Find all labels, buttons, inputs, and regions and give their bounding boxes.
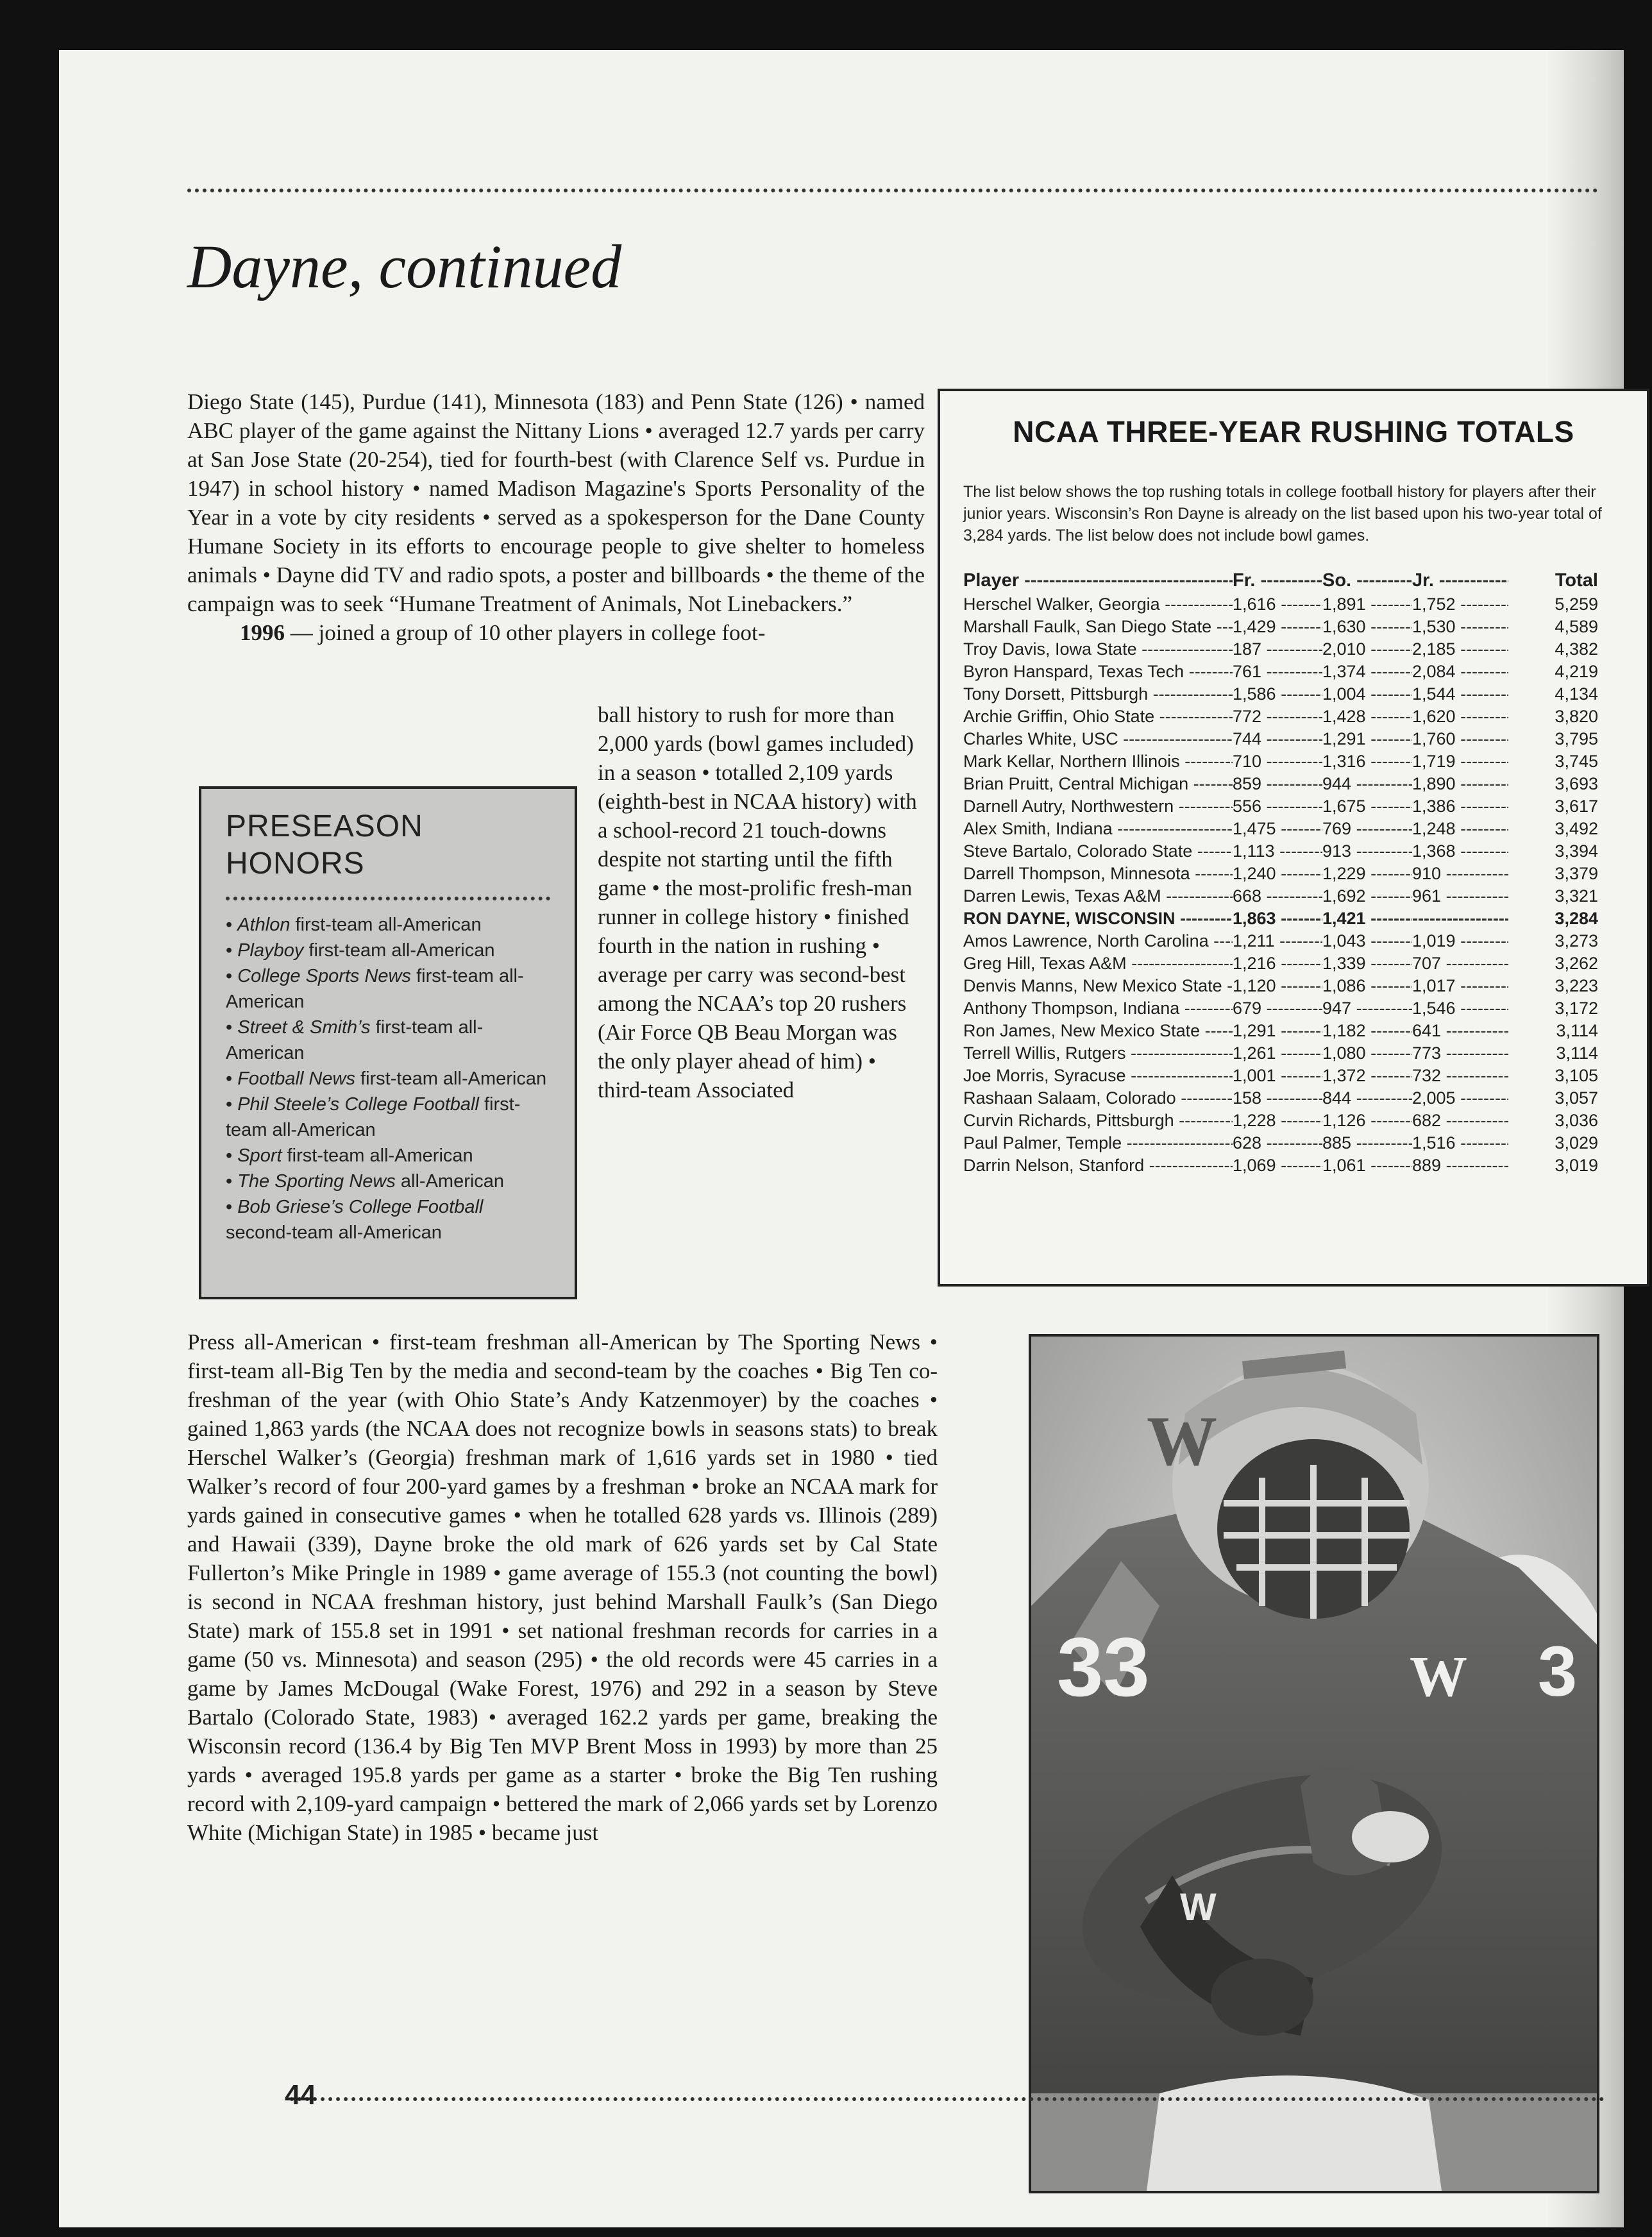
preseason-honors-box [199,786,577,1299]
ncaa-cell: Curvin Richards, Pittsburgh ----- [963,1110,1233,1132]
ncaa-cell: 3,057 [1555,1088,1598,1108]
ncaa-table-row [963,593,1624,616]
ncaa-cell: Darrin Nelson, Stanford ----- [963,1154,1233,1177]
ncaa-cell: 5,259 [1555,595,1598,614]
ncaa-cell: 3,284 [1555,909,1598,928]
honors-title: PRESEASON HONORS [226,809,423,881]
ncaa-table-row [963,1065,1624,1087]
ncaa-cell: Rashaan Salaam, Colorado ----- [963,1087,1233,1110]
ncaa-title: NCAA THREE-YEAR RUSHING TOTALS [1013,415,1574,448]
ncaa-table-row [963,616,1624,638]
ncaa-cell: 4,382 [1555,639,1598,659]
ncaa-cell: 1,372 ----- [1322,1065,1412,1087]
honors-item [226,912,550,938]
honors-item [226,1066,550,1092]
ncaa-table-row [963,705,1624,728]
ncaa-cell: 1,586 ----- [1233,683,1322,705]
honors-publication: Bob Griese’s College Football [237,1197,484,1217]
ncaa-cell: 1,891 ----- [1322,593,1412,616]
ncaa-cell [1412,907,1508,930]
ncaa-cell: 1,182 ----- [1322,1020,1412,1042]
ncaa-cell: 1,368 ----- [1412,840,1508,863]
ncaa-cell: 3,820 [1555,707,1598,726]
ncaa-cell: Denvis Manns, New Mexico State ----- [963,975,1233,997]
ncaa-table-row [963,818,1624,840]
ncaa-cell: 1,630 ----- [1322,616,1412,638]
ncaa-table-row [963,863,1624,885]
ncaa-cell: 1,863 ----- [1233,907,1322,930]
body-bottom-column [187,1328,938,1847]
honors-list [226,912,550,1245]
ncaa-cell: Greg Hill, Texas A&M ----- [963,952,1233,975]
ncaa-cell: 1,120 ----- [1233,975,1322,997]
ncaa-table-row [963,1020,1624,1042]
ncaa-cell: 1,248 ----- [1412,818,1508,840]
top-dotted-rule [187,189,1598,192]
ncaa-cell: Mark Kellar, Northern Illinois ----- [963,750,1233,773]
ncaa-cell: 1,316 ----- [1322,750,1412,773]
ncaa-cell: 1,516 ----- [1412,1132,1508,1154]
ncaa-cell: 3,105 [1555,1066,1598,1085]
honors-text: first-team all-American [303,940,495,961]
helmet-logo: W [1147,1402,1217,1480]
ncaa-cell: 3,036 [1555,1111,1598,1130]
ncaa-cell: 1,616 ----- [1233,593,1322,616]
ncaa-cell: 1,211 ----- [1233,930,1322,952]
ncaa-cell: 1,291 ----- [1322,728,1412,750]
ncaa-table-row [963,638,1624,661]
honors-item [226,1169,550,1194]
ncaa-cell: 3,379 [1555,864,1598,883]
ncaa-cell: 1,429 ----- [1233,616,1322,638]
ncaa-cell: So. ----- [1322,570,1412,592]
ncaa-cell: 3,172 [1555,999,1598,1018]
ncaa-cell: 910 ----- [1412,863,1508,885]
ncaa-cell: 859 ----- [1233,773,1322,795]
honors-publication: Street & Smith’s [237,1017,371,1038]
ncaa-cell: 3,019 [1555,1156,1598,1175]
ncaa-cell: Darnell Autry, Northwestern ----- [963,795,1233,818]
ncaa-cell: 682 ----- [1412,1110,1508,1132]
ncaa-table-row [963,885,1624,907]
ncaa-cell: 1,719 ----- [1412,750,1508,773]
honors-publication: Football News [237,1068,355,1089]
ncaa-cell: 1,043 ----- [1322,930,1412,952]
ncaa-cell: 885 ----- [1322,1132,1412,1154]
ncaa-cell: 1,113 ----- [1233,840,1322,863]
ncaa-cell: 1,126 ----- [1322,1110,1412,1132]
ncaa-table-row [963,795,1624,818]
ncaa-cell: 1,374 ----- [1322,661,1412,683]
ncaa-cell: 187 ----- [1233,638,1322,661]
ncaa-table-row [963,1110,1624,1132]
honors-text: first-team all-American [282,1145,473,1166]
ncaa-cell: Darren Lewis, Texas A&M ----- [963,885,1233,907]
ncaa-cell: Joe Morris, Syracuse ----- [963,1065,1233,1087]
page-number: 44 [285,2079,316,2111]
ncaa-table-row [963,683,1624,705]
ncaa-cell: Charles White, USC ----- [963,728,1233,750]
ncaa-cell: 1,620 ----- [1412,705,1508,728]
ncaa-cell: 2,010 ----- [1322,638,1412,661]
body-right-column [598,700,918,1104]
ncaa-cell: Brian Pruitt, Central Michigan ----- [963,773,1233,795]
ncaa-cell: 773 ----- [1412,1042,1508,1065]
ncaa-cell: 1,530 ----- [1412,616,1508,638]
ncaa-cell: 1,544 ----- [1412,683,1508,705]
chest-logo: W [1410,1645,1467,1709]
honors-dotted-rule [226,897,550,900]
ncaa-cell: 1,229 ----- [1322,863,1412,885]
ncaa-cell: 3,114 [1556,1043,1598,1063]
jersey-number-left: 33 [1057,1620,1150,1714]
ncaa-cell: 1,261 ----- [1233,1042,1322,1065]
ncaa-cell: 1,240 ----- [1233,863,1322,885]
ncaa-table-row [963,1042,1624,1065]
ncaa-cell: 4,134 [1555,684,1598,704]
ncaa-intro: The list below shows the top rushing totals in college football history for players after their junior years. Wisconsin’s Ron Dayne is already on the list based upon his two-year total of 3,284 yards. The list below does not include bowl games. [963,483,1602,544]
ncaa-cell: Tony Dorsett, Pittsburgh ----- [963,683,1233,705]
ncaa-cell: 772 ----- [1233,705,1322,728]
ncaa-cell: 707 ----- [1412,952,1508,975]
ncaa-cell: Player ----- [963,570,1233,592]
ncaa-cell: Byron Hanspard, Texas Tech ----- [963,661,1233,683]
honors-publication: Athlon [237,915,291,935]
bottom-dotted-rule [290,2097,1605,2101]
ncaa-cell: 947 ----- [1322,997,1412,1020]
ncaa-cell: 2,005 ----- [1412,1087,1508,1110]
honors-item [226,1092,550,1143]
ncaa-cell: 2,185 ----- [1412,638,1508,661]
ncaa-cell: 4,219 [1555,662,1598,681]
ncaa-cell: 2,084 ----- [1412,661,1508,683]
ncaa-cell: Steve Bartalo, Colorado State ----- [963,840,1233,863]
body-bottom-paragraph: Press all-American • first-team freshman all-American by The Sporting News • first-team all-Big Ten by the media and second-team by the coaches • Big Ten co-freshman of the year (with Ohio State’s Andy Katzenmoyer) by the coaches • gained 1,863 yards (the NCAA does not recognize bowls in seasons stats) to break Herschel Walker’s (Georgia) freshman mark of 1,616 yards set in 1980 • tied Walker’s record of four 200-yard games by a freshman • broke an NCAA mark for yards gained in consecutive games • when he totalled 628 yards vs. Illinois (289) and Hawaii (339), Dayne broke the old mark of 626 yards set by Cal State Fullerton’s Mike Pringle in 1989 • game average of 155.3 (not counting the bowl) is second in NCAA freshman history, just behind Marshall Faulk’s (San Diego State) mark of 155.8 set in 1991 • set national freshman records for carries in a game (50 vs. Minnesota) and season (295) • the old records were 45 carries in a game by James McDougal (Wake Forest, 1976) and 292 in a season by Steve Bartalo (Colorado State, 1983) • averaged 162.2 yards per game, breaking the Wisconsin record (136.4 by Big Ten MVP Brent Moss in 1993) by more than 25 yards • averaged 195.8 yards per game as a starter • broke the Big Ten rushing record with 2,109-yard campaign • bettered the mark of 2,066 yards set by Lorenzo White (Michigan State) in 1985 • became just [187,1330,938,1845]
year-lead-text: — joined a group of 10 other players in college foot- [285,620,766,645]
ncaa-table-row [963,728,1624,750]
ncaa-cell: 3,321 [1555,886,1598,906]
ncaa-table-row [963,1154,1624,1177]
honors-text: second-team all-American [226,1222,442,1243]
honors-publication: The Sporting News [237,1171,396,1192]
ncaa-cell: 3,273 [1555,931,1598,950]
ncaa-cell: 1,890 ----- [1412,773,1508,795]
ncaa-cell: Darrell Thompson, Minnesota ----- [963,863,1233,885]
ncaa-table-row [963,975,1624,997]
ncaa-cell: 3,795 [1555,729,1598,748]
ncaa-cell: 961 ----- [1412,885,1508,907]
ncaa-table-row [963,952,1624,975]
honors-text: first-team all-American [226,966,524,1012]
honors-text: all-American [395,1171,505,1192]
ncaa-cell: Fr. ----- [1233,570,1322,592]
ncaa-cell: Anthony Thompson, Indiana ----- [963,997,1233,1020]
ncaa-table-row [963,1132,1624,1154]
ncaa-cell: 1,216 ----- [1233,952,1322,975]
ncaa-cell: 1,339 ----- [1322,952,1412,975]
ncaa-cell: 1,760 ----- [1412,728,1508,750]
ncaa-cell: 944 ----- [1322,773,1412,795]
ncaa-cell: 844 ----- [1322,1087,1412,1110]
ncaa-table-row [963,773,1624,795]
honors-publication: Phil Steele’s College Football [237,1094,479,1115]
ncaa-cell: 668 ----- [1233,885,1322,907]
year-1996-lead [187,618,925,647]
body-top-paragraph: Diego State (145), Purdue (141), Minnesota (183) and Penn State (126) • named ABC player of the game against the Nittany Lions • averaged 12.7 yards per carry at San Jose State (20-254), tied for fourth-best (with Clarence Self vs. Purdue in 1947) in school history • named Madison Magazine's Sports Personality of the Year in a vote by city residents • served as a spokesperson for the Dane County Humane Society in its efforts to encourage people to give shelter to homeless animals • Dayne did TV and radio spots, a poster and billboards • the theme of the campaign was to seek “Humane Treatment of Animals, Not Linebackers.” [187,389,925,616]
ncaa-cell: 1,080 ----- [1322,1042,1412,1065]
ncaa-cell: Jr. ----- [1412,570,1508,592]
ncaa-cell: 3,745 [1555,752,1598,771]
ncaa-cell: 1,421 ----- [1322,907,1412,930]
honors-item [226,1143,550,1169]
ncaa-cell: 1,546 ----- [1412,997,1508,1020]
ncaa-table-header [963,570,1624,592]
ncaa-table-row [963,840,1624,863]
ncaa-cell: 1,228 ----- [1233,1110,1322,1132]
ncaa-cell: 628 ----- [1233,1132,1322,1154]
body-right-paragraph: ball history to rush for more than 2,000 yards (bowl games included) in a season • totalled 2,109 yards (eighth-best in NCAA history) with a school-record 21 touch-downs despite not starting until the fifth game • the most-prolific fresh-man runner in college history • finished fourth in the nation in rushing • average per carry was second-best among the NCAA’s top 20 rushers (Air Force QB Beau Morgan was the only player ahead of him) • third-team Associated [598,702,917,1102]
year-label: 1996 [240,620,285,645]
ncaa-rushing-table [963,570,1624,1177]
page [59,50,1624,2227]
ncaa-cell: 1,692 ----- [1322,885,1412,907]
ncaa-table-row [963,661,1624,683]
ncaa-cell: 641 ----- [1412,1020,1508,1042]
ncaa-cell: Terrell Willis, Rutgers ----- [963,1042,1233,1065]
ncaa-table-row [963,997,1624,1020]
page-headline: Dayne, continued [187,232,622,301]
ncaa-cell: 1,069 ----- [1233,1154,1322,1177]
ncaa-table-row [963,907,1624,930]
ncaa-cell: Alex Smith, Indiana ----- [963,818,1233,840]
ncaa-cell: 744 ----- [1233,728,1322,750]
body-top-column [187,387,925,647]
ncaa-cell: Paul Palmer, Temple ----- [963,1132,1233,1154]
ncaa-cell: 3,114 [1556,1021,1598,1040]
honors-item [226,1015,550,1066]
ball-logo: W [1180,1886,1217,1929]
ncaa-table-row [963,930,1624,952]
ncaa-cell: 1,004 ----- [1322,683,1412,705]
ncaa-cell: 1,291 ----- [1233,1020,1322,1042]
honors-publication: Playboy [237,940,304,961]
ncaa-cell: 1,675 ----- [1322,795,1412,818]
honors-text: first-team all-American [355,1068,547,1089]
ncaa-cell: 3,693 [1555,774,1598,793]
ncaa-cell: 556 ----- [1233,795,1322,818]
honors-text: first-team all-American [290,915,482,935]
ncaa-cell: RON DAYNE, WISCONSIN ----- [963,907,1233,930]
player-photo-illustration [1031,1337,1597,2191]
ncaa-cell: 1,017 ----- [1412,975,1508,997]
jersey-number-right: 3 [1538,1632,1578,1711]
honors-item [226,1194,550,1245]
ncaa-table-row [963,750,1624,773]
ncaa-cell: 3,029 [1555,1133,1598,1152]
ncaa-cell: 913 ----- [1322,840,1412,863]
ncaa-cell: Ron James, New Mexico State ----- [963,1020,1233,1042]
ncaa-cell: 1,475 ----- [1233,818,1322,840]
ncaa-cell: 1,061 ----- [1322,1154,1412,1177]
player-photo [1029,1334,1599,2193]
ncaa-cell: 1,001 ----- [1233,1065,1322,1087]
ncaa-cell: 3,617 [1555,797,1598,816]
ncaa-cell: Total [1555,570,1598,591]
ncaa-cell: 889 ----- [1412,1154,1508,1177]
ncaa-cell: 3,492 [1555,819,1598,838]
ncaa-cell: 3,223 [1555,976,1598,995]
honors-publication: College Sports News [237,966,412,986]
ncaa-cell: 1,386 ----- [1412,795,1508,818]
honors-publication: Sport [237,1145,282,1166]
ncaa-cell: 4,589 [1555,617,1598,636]
honors-text: first-team all-American [226,1094,521,1140]
ncaa-cell: Amos Lawrence, North Carolina ----- [963,930,1233,952]
ncaa-cell: 679 ----- [1233,997,1322,1020]
ncaa-cell: 1,752 ----- [1412,593,1508,616]
ncaa-table-row [963,1087,1624,1110]
ncaa-cell: 769 ----- [1322,818,1412,840]
honors-item [226,963,550,1015]
ncaa-cell: 761 ----- [1233,661,1322,683]
honors-item [226,938,550,963]
honors-text: first-team all-American [226,1017,484,1063]
ncaa-rushing-totals-box [938,389,1649,1287]
ncaa-cell: Archie Griffin, Ohio State ----- [963,705,1233,728]
ncaa-cell: 1,428 ----- [1322,705,1412,728]
ncaa-cell: 3,262 [1555,954,1598,973]
ncaa-cell: 1,019 ----- [1412,930,1508,952]
ncaa-cell: 158 ----- [1233,1087,1322,1110]
ncaa-cell: 732 ----- [1412,1065,1508,1087]
ncaa-cell: 710 ----- [1233,750,1322,773]
ncaa-cell: 1,086 ----- [1322,975,1412,997]
ncaa-cell: Herschel Walker, Georgia ----- [963,593,1233,616]
ncaa-cell: Troy Davis, Iowa State ----- [963,638,1233,661]
ncaa-cell: 3,394 [1555,841,1598,861]
ncaa-cell: Marshall Faulk, San Diego State ----- [963,616,1233,638]
